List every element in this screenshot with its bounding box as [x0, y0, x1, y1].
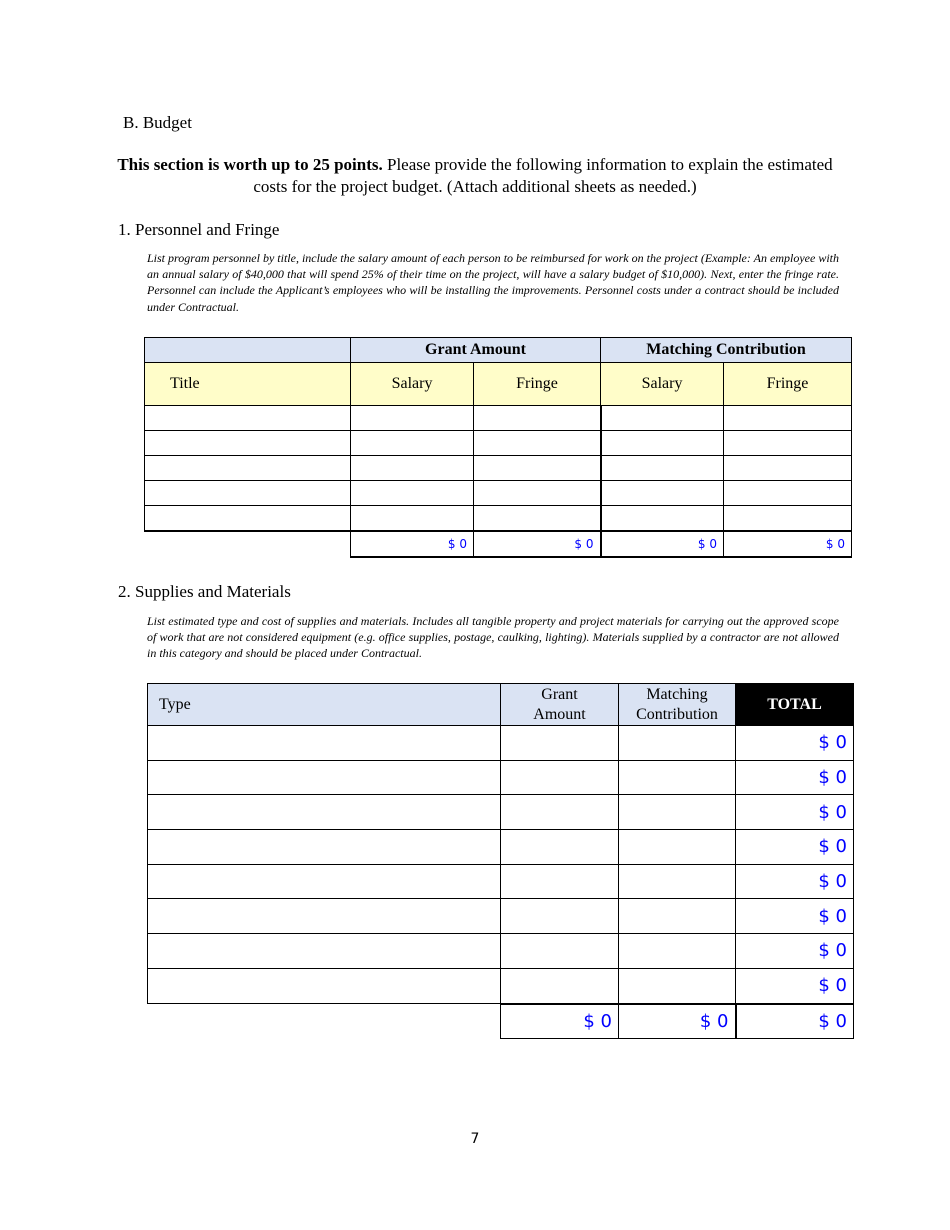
personnel-instructions: List program personnel by title, include the salary amount of each person to be reimbursed for work on the project (Example: An employee with an annual salary of $40,000 that will spend 25% of their time on the project, will have a salary budget of $10,000). Next, enter the fringe rate. Personnel can include the Applicant’s employees who will be installing the improvements. Personnel costs under a contract should be included under Contractual. [147, 251, 839, 314]
input-cell[interactable] [619, 726, 736, 761]
row-total: $ 0 [736, 864, 854, 899]
matching-label-1: Matching [646, 685, 708, 703]
input-cell[interactable] [351, 456, 474, 481]
grant-label-2: Amount [533, 705, 586, 723]
blank-cell [148, 1004, 501, 1039]
table-row [148, 899, 854, 934]
matching-contribution-header: Matching Contribution [601, 338, 852, 363]
table-row [148, 726, 854, 761]
table-row [148, 795, 854, 830]
total-grant-fringe: $ 0 [474, 531, 601, 557]
input-cell[interactable] [601, 506, 724, 532]
page-number: 7 [470, 1131, 480, 1147]
grand-total: $ 0 [736, 1004, 854, 1039]
input-cell[interactable] [619, 760, 736, 795]
row-total: $ 0 [736, 795, 854, 830]
personnel-blank-header [145, 338, 351, 363]
blank-cell [145, 531, 351, 557]
grant-label-1: Grant [541, 685, 578, 703]
col-total: TOTAL [736, 684, 854, 726]
input-cell[interactable] [501, 899, 619, 934]
intro-text: Please provide the following information to explain the estimated costs for the project budget. (Attach additional sheets as needed.) [253, 155, 833, 196]
input-cell[interactable] [148, 899, 501, 934]
input-cell[interactable] [474, 456, 601, 481]
total-match-fringe: $ 0 [724, 531, 852, 557]
input-cell[interactable] [145, 406, 351, 431]
input-cell[interactable] [474, 431, 601, 456]
row-total: $ 0 [736, 726, 854, 761]
input-cell[interactable] [148, 934, 501, 969]
input-cell[interactable] [351, 406, 474, 431]
input-cell[interactable] [474, 481, 601, 506]
matching-label-2: Contribution [636, 705, 718, 723]
supplies-instructions: List estimated type and cost of supplies and materials. Includes all tangible property and project materials for carrying out the approved scope of work that are not considered equipment (e.g. office supplies, postage, caulking, lighting). Materials supplied by a contractor are not allowed in this category and should be placed under Contractual. [147, 614, 839, 661]
input-cell[interactable] [601, 456, 724, 481]
col-type: Type [148, 684, 501, 726]
table-row [148, 968, 854, 1003]
personnel-heading: 1. Personnel and Fringe [118, 220, 280, 239]
input-cell[interactable] [724, 506, 852, 532]
input-cell[interactable] [601, 481, 724, 506]
input-cell[interactable] [148, 864, 501, 899]
input-cell[interactable] [501, 968, 619, 1003]
table-row [145, 456, 852, 481]
table-row [145, 506, 852, 532]
col-title: Title [145, 363, 351, 406]
input-cell[interactable] [145, 481, 351, 506]
input-cell[interactable] [619, 864, 736, 899]
row-total: $ 0 [736, 760, 854, 795]
input-cell[interactable] [501, 830, 619, 865]
col-matching-contribution [619, 684, 736, 726]
input-cell[interactable] [145, 456, 351, 481]
supplies-heading: 2. Supplies and Materials [118, 582, 291, 601]
input-cell[interactable] [148, 760, 501, 795]
input-cell[interactable] [724, 406, 852, 431]
input-cell[interactable] [148, 968, 501, 1003]
input-cell[interactable] [724, 456, 852, 481]
input-cell[interactable] [724, 481, 852, 506]
table-row [145, 406, 852, 431]
input-cell[interactable] [619, 830, 736, 865]
input-cell[interactable] [501, 760, 619, 795]
col-match-fringe: Fringe [724, 363, 852, 406]
section-heading-budget: B. Budget [123, 113, 192, 132]
table-row [148, 864, 854, 899]
input-cell[interactable] [148, 795, 501, 830]
total-grant-amount: $ 0 [501, 1004, 619, 1039]
input-cell[interactable] [601, 431, 724, 456]
table-row [145, 431, 852, 456]
section-intro [100, 154, 850, 198]
input-cell[interactable] [619, 968, 736, 1003]
input-cell[interactable] [501, 864, 619, 899]
input-cell[interactable] [351, 506, 474, 532]
input-cell[interactable] [501, 934, 619, 969]
input-cell[interactable] [474, 506, 601, 532]
row-total: $ 0 [736, 968, 854, 1003]
input-cell[interactable] [724, 431, 852, 456]
col-grant-amount [501, 684, 619, 726]
table-row [148, 760, 854, 795]
table-row [148, 934, 854, 969]
personnel-total-row [145, 531, 852, 557]
input-cell[interactable] [619, 899, 736, 934]
intro-points: This section is worth up to 25 points. [117, 155, 383, 174]
input-cell[interactable] [148, 726, 501, 761]
row-total: $ 0 [736, 934, 854, 969]
row-total: $ 0 [736, 830, 854, 865]
input-cell[interactable] [601, 406, 724, 431]
col-grant-fringe: Fringe [474, 363, 601, 406]
input-cell[interactable] [145, 431, 351, 456]
input-cell[interactable] [474, 406, 601, 431]
col-grant-salary: Salary [351, 363, 474, 406]
total-match-salary: $ 0 [601, 531, 724, 557]
supplies-table [147, 683, 854, 1039]
input-cell[interactable] [351, 431, 474, 456]
input-cell[interactable] [145, 506, 351, 532]
input-cell[interactable] [501, 795, 619, 830]
personnel-table [144, 337, 852, 558]
col-match-salary: Salary [601, 363, 724, 406]
total-grant-salary: $ 0 [351, 531, 474, 557]
input-cell[interactable] [501, 726, 619, 761]
table-row [145, 481, 852, 506]
input-cell[interactable] [619, 934, 736, 969]
row-total: $ 0 [736, 899, 854, 934]
total-matching-contribution: $ 0 [619, 1004, 736, 1039]
supplies-total-row [148, 1004, 854, 1039]
grant-amount-header: Grant Amount [351, 338, 601, 363]
input-cell[interactable] [619, 795, 736, 830]
input-cell[interactable] [148, 830, 501, 865]
input-cell[interactable] [351, 481, 474, 506]
table-row [148, 830, 854, 865]
